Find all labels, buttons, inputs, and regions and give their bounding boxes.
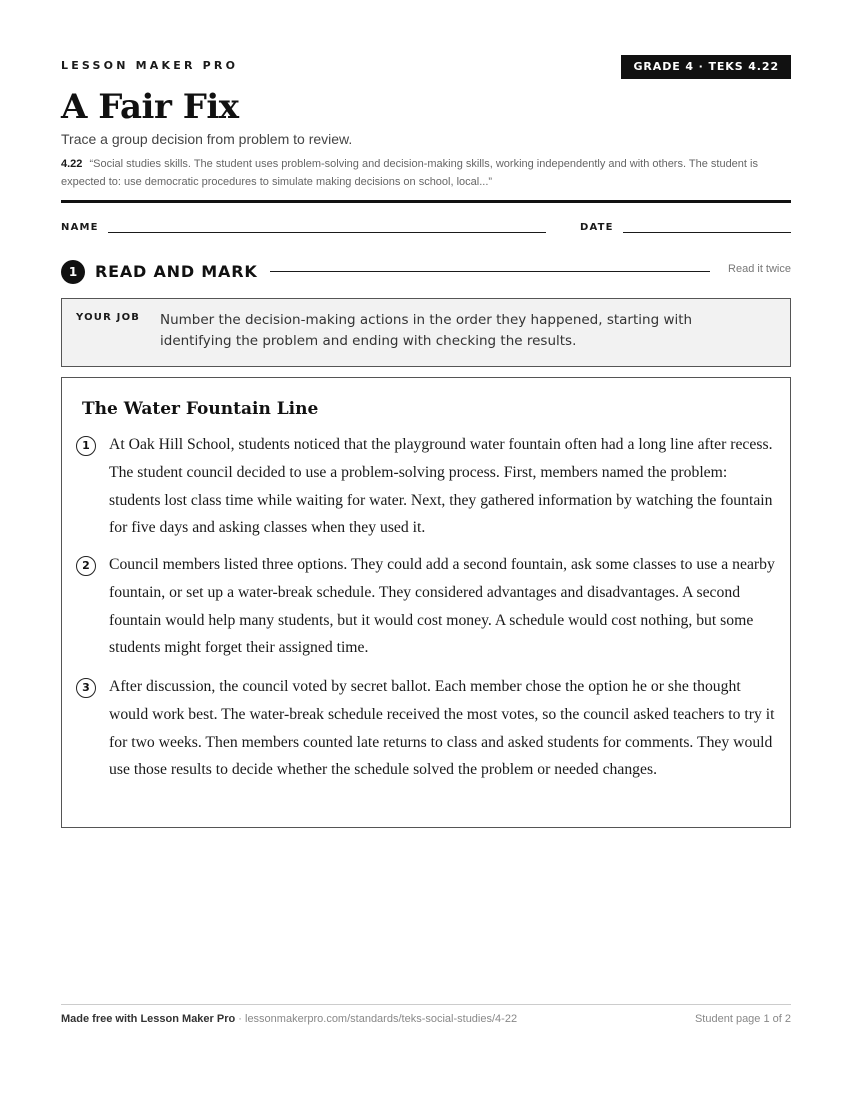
name-date-row bbox=[61, 220, 791, 238]
worksheet-subtitle: Trace a group decision from problem to review. bbox=[61, 131, 353, 147]
footer-divider bbox=[61, 1004, 791, 1005]
page-number: Student page 1 of 2 bbox=[694, 1013, 791, 1025]
footer-made-with: Made free with Lesson Maker Pro bbox=[61, 1013, 236, 1025]
date-label: DATE bbox=[580, 222, 614, 233]
your-job-box bbox=[61, 298, 791, 367]
section-number-badge: 1 bbox=[61, 260, 85, 284]
brand-name: LESSON MAKER PRO bbox=[61, 59, 239, 72]
reading-passage bbox=[61, 377, 791, 828]
section-title: READ AND MARK bbox=[95, 262, 258, 281]
worksheet-title: A Fair Fix bbox=[61, 87, 239, 127]
footer-separator: · bbox=[235, 1013, 245, 1025]
header-divider bbox=[61, 200, 791, 203]
date-field[interactable] bbox=[623, 232, 791, 233]
footer-credit bbox=[61, 1012, 517, 1026]
your-job-label: YOUR JOB bbox=[76, 312, 141, 323]
standard-code: 4.22 bbox=[61, 158, 83, 170]
footer-url[interactable]: lessonmakerpro.com/standards/teks-social-studies/4-22 bbox=[245, 1013, 518, 1025]
standard-description bbox=[61, 155, 791, 191]
section-hint: Read it twice bbox=[728, 263, 791, 275]
paragraph-number-icon: 1 bbox=[76, 436, 96, 456]
worksheet-page bbox=[61, 0, 791, 1100]
grade-badge: GRADE 4 · TEKS 4.22 bbox=[621, 55, 791, 79]
paragraph-number-icon: 2 bbox=[76, 556, 96, 576]
paragraph-text: Council members listed three options. They could add a second fountain, ask some classes to use a nearby fountain, or set up a water-break schedule. They considered advantages and disadvantages. A second fountain would help many students, but it would cost money. A schedule would cost nothing, but some students might forget their assigned time. bbox=[109, 556, 775, 657]
section-header bbox=[61, 260, 791, 284]
section-divider bbox=[270, 271, 710, 272]
paragraph-text: At Oak Hill School, students noticed that the playground water fountain often had a long line after recess. The student council decided to use a problem-solving process. First, members named the problem: students lost class time while waiting for water. Next, they gathered information by watching the fountain for five days and asking classes when they used it. bbox=[109, 436, 773, 537]
name-label: NAME bbox=[61, 222, 99, 233]
your-job-instructions: Number the decision-making actions in the order they happened, starting with identifying the problem and ending with checking the results. bbox=[160, 312, 693, 349]
paragraph-number-icon: 3 bbox=[76, 678, 96, 698]
name-field[interactable] bbox=[108, 232, 546, 233]
standard-text: “Social studies skills. The student uses problem-solving and decision-making skills, working independently and with others. The student is expected to: use democratic procedures to simulate making decisions on school, local...” bbox=[61, 158, 758, 188]
paragraph-text: After discussion, the council voted by secret ballot. Each member chose the option he or she thought would work best. The water-break schedule received the most votes, so the council asked teachers to try it for two weeks. Then members counted late returns to class and asked students for comments. They would use those results to decide whether the schedule solved the problem or needed changes. bbox=[109, 678, 775, 779]
passage-title: The Water Fountain Line bbox=[82, 399, 319, 419]
